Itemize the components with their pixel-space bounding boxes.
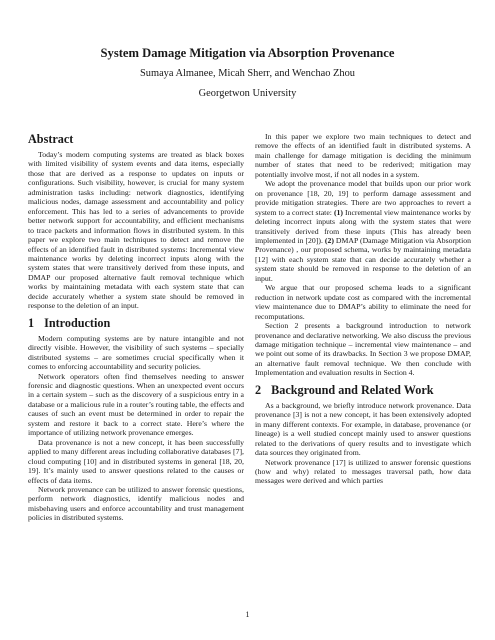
abstract-heading: Abstract [28, 132, 74, 146]
text-run: DMAP (Damage Mitigation via Absorption Provenance) , our proposed schema, works by maintaining metadata [12] with each system state that can decide accurately whether a system state should be removed in response to the deletion of an input. [255, 235, 471, 283]
intro-paragraph-3: Data provenance is not a new concept, it has been successfully applied to many different areas including collaborative databases [7], cloud computing [10] and in distributed systems in general [18, 20, 19]. It’s mainly used to answer questions related to the causes or effects of data items. [28, 437, 244, 485]
paper-title: System Damage Mitigation via Absorption Provenance [100, 46, 395, 60]
intro-paragraph-2: Network operators often find themselves needing to answer forensic and diagnostic questions. When an unexpected event occurs in a certain system – such as the discovery of a suspicious entry in a database or a malicious rule in a router’s routing table, the effects and causes of such an event must be determined in order to repair the system and restore it back to a correct state. Here’s where the importance of utilizing network provenance emerges. [28, 371, 244, 438]
page-number: 1 [245, 610, 250, 619]
paper-authors: Sumaya Almanee, Micah Sherr, and Wenchao Zhou [140, 68, 355, 79]
intro-paragraph-7: We argue that our proposed schema leads to a significant reduction in network update cost as compared with the incremental view maintenance due to DMAP’s ability to eliminate the need for recomputations. [255, 283, 471, 321]
background-paragraph-1: As a background, we briefly introduce network provenance. Data provenance [3] is not a new concept, it has been extensively adopted in many different contexts. For example, in database, provenance (or lineage) is a well studied concept mainly used to answer questions related to the derivations of query results and to investigate which data sources they originated from. [255, 400, 471, 458]
text-run: Incremental view maintenance works by deleting incorrect inputs along with the system states that were transitively derived from these inputs (This has already been implemented in [20]). [255, 207, 471, 245]
section-title: Background and Related Work [271, 382, 434, 397]
paper-affiliation: Georgetwon University [198, 88, 297, 99]
background-paragraph-2: Network provenance [17] is utilized to answer forensic questions (how and why) related to messages traversal path, how data messages were derived and which parties [255, 457, 471, 486]
text-run: We adopt the provenance model that builds upon our prior work on provenance [18, 20, 19] to perform damage assessment and provide mitigation strategies. There are two approaches to revert a system to a correct state: [255, 179, 471, 217]
left-column [28, 132, 244, 523]
intro-paragraph-4: Network provenance can be utilized to answer forensic questions, perform network diagnostics, identify malicious nodes and misbehaving users and enforce accountability and trust management policies in distributed systems. [28, 484, 244, 523]
section-heading-background [255, 383, 471, 397]
intro-paragraph-6 [255, 179, 471, 283]
section-number: 2 [255, 382, 262, 397]
intro-paragraph-8: Section 2 presents a background introduction to network provenance and declarative networking. We also discuss the previous damage mitigation technique – incremental view maintenance – and we point out some of its drawbacks. In Section 3 we propose DMAP, an alternative fault removal technique. We then conclude with Implementation and evaluation results in Section 4. [255, 321, 471, 378]
abstract-paragraph: Today’s modern computing systems are treated as black boxes with limited visibility of system events and data items, especially those that are derived as a response to updates on inputs or configurations. Such visibility, however, is crucial for many system administration tasks including: network diagnostics, identifying malicious nodes, damage assessment and accountability and policy enforcement. This has led to a series of advancements to provide better network support for accountability, and efficient mechanisms to trace packets and information flows in distributed system. In this paper we explore two main techniques to detect and remove the effects of an identified fault in distributed systems: Incremental view maintenance works by deleting incorrect inputs along with the system states that were transitively derived from these inputs, and DMAP our proposed alternative fault removal technique which works by maintaining metadata with each system state that can decide accurately whether a system state should be removed in response to the deletion of an input. [28, 150, 244, 311]
list-marker: (1) [333, 207, 343, 217]
section-title: Introduction [44, 315, 111, 330]
section-number: 1 [28, 315, 35, 330]
intro-paragraph-5: In this paper we explore two main techniques to detect and remove the effects of an identified fault in distributed systems. A main challenge for damage mitigation is deciding the minimum number of states that need to be rederived; mitigation may potentially involve most, if not all nodes in a system. [255, 132, 471, 179]
section-heading-introduction [28, 316, 244, 330]
list-marker: (2) [324, 235, 334, 245]
intro-paragraph-1: Modern computing systems are by nature intangible and not directly visible. However, the visibility of such systems – specially distributed systems – are sometimes crucial specifically when it comes to enforcing accountability and security policies. [28, 333, 244, 372]
right-column [255, 132, 471, 486]
